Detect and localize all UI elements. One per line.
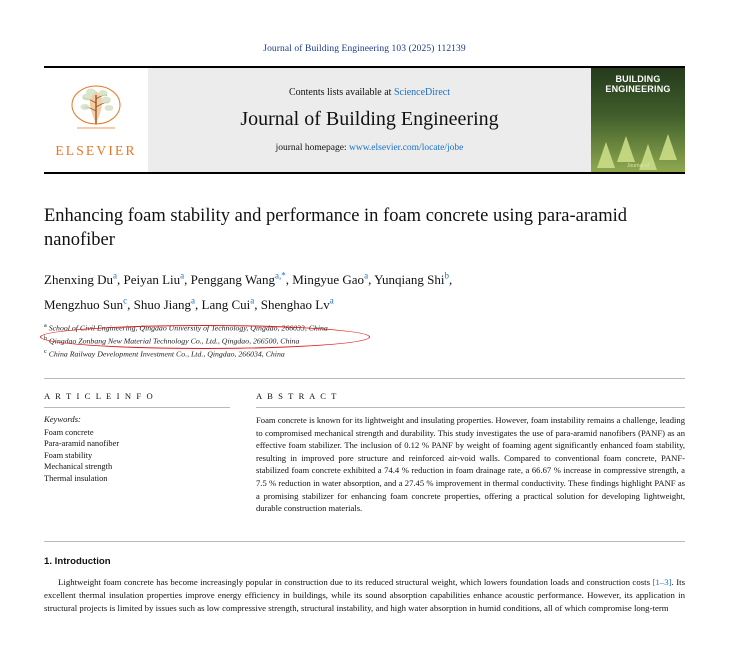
intro-text-part2: . Its excellent thermal insulation properties improve energy efficiency in buildings, while its sound absorption capabilities enhance acoustic performance. However, its application in structural projects is limited by issues such as low compressive strength, structural instability, and high water absorption in humid conditions, all of which compromise long-term [44, 576, 685, 614]
author-item: Shuo Jiang$^a$, [133, 295, 202, 312]
publisher-name: ELSEVIER [55, 143, 137, 158]
affiliation-marker: a [44, 321, 47, 329]
affiliation-list [44, 321, 685, 360]
cover-title [591, 74, 685, 94]
author-item: Mingyue Gao$^a$, [292, 271, 375, 288]
journal-cover-thumbnail [591, 68, 685, 172]
author-item: Zhenxing Du$^a$, [44, 271, 124, 288]
publisher-logo [44, 68, 148, 172]
abstract-column [256, 391, 685, 515]
cover-title-line2: ENGINEERING [605, 84, 671, 94]
keyword-item: Foam concrete [44, 427, 94, 437]
journal-masthead [44, 66, 685, 174]
affiliation-c [44, 347, 685, 360]
author-name: Shenghao Lv [260, 296, 330, 312]
keywords-list [44, 427, 230, 485]
citation-link[interactable]: [1–3] [652, 576, 672, 587]
affiliation-b [44, 334, 685, 347]
author-item: Lang Cui$^a$, [201, 295, 261, 312]
author-list [44, 266, 685, 315]
abstract-text: Foam concrete is known for its lightweight and insulating properties. However, foam instability remains a challenge, leading to compromised mechanical strength and durability. This study investigates the use of para-aramid nanofibers (PANF) as an effective foam stabilizer. The inclusion of 0.12 % PANF by weight of foaming agent significantly enhanced foam stability, resulting in improved pore structure and reinforced air-void walls. Compared to conventional foam concrete, PANF-stabilized foam concrete exhibited a 74.4 % reduction in foam drainage rate, a 66.67 % increase in compressive strength, a 7.5 % reduction in water absorption, and a 27.45 % improvement in thermal conductivity. These findings highlight PANF as a promising stabilizer for enhancing foam concrete properties, offering a practical solution for developing lightweight, durable construction materials. [256, 414, 685, 514]
affiliation-text: School of Civil Engineering, Qingdao University of Technology, Qingdao, 266033, China [48, 323, 328, 333]
homepage-line [276, 143, 464, 153]
masthead-center [148, 68, 591, 172]
author-name: Yunqiang Shi [374, 272, 445, 288]
introduction-section [44, 541, 685, 616]
introduction-heading: 1. Introduction [44, 555, 111, 567]
keyword-item: Thermal insulation [44, 473, 108, 483]
author-affil-marker: a [180, 271, 185, 281]
keyword-item: Foam stability [44, 450, 93, 460]
sciencedirect-link[interactable]: ScienceDirect [393, 87, 451, 98]
author-name: Penggang Wang [190, 272, 275, 288]
author-name: Shuo Jiang [133, 296, 192, 312]
elsevier-tree-icon [63, 83, 129, 141]
author-item: Mengzhuo Sun$^c$, [44, 295, 134, 312]
author-item [261, 297, 334, 312]
author-item: Penggang Wang$^{a,*}$, [190, 271, 293, 288]
info-abstract-block [44, 391, 685, 515]
keyword-item: Para-aramid nanofiber [44, 439, 120, 449]
author-item: Yunqiang Shi$^b$, [374, 271, 453, 288]
keywords-label: Keywords: [44, 413, 81, 424]
affiliation-text: China Railway Development Investment Co., Ltd., Qingdao, 266034, China [48, 349, 285, 359]
cover-subtitle: Journal of [627, 163, 649, 169]
author-affil-marker: a [364, 271, 369, 281]
author-affil-marker: a,* [274, 271, 286, 281]
author-affil-marker: a [329, 295, 334, 306]
author-name: Lang Cui [201, 296, 251, 312]
abstract-heading: A B S T R A C T [256, 391, 685, 408]
article-info-heading: A R T I C L E I N F O [44, 391, 230, 408]
cover-title-line1: BUILDING [615, 74, 661, 84]
introduction-paragraph [44, 576, 685, 616]
affiliation-a [44, 321, 685, 334]
affiliation-text: Qingdao Zonbang New Material Technology Co., Ltd., Qingdao, 266500, China [49, 336, 300, 346]
cover-tree-icon-2 [617, 136, 635, 162]
contents-prefix: Contents lists available at [288, 87, 392, 98]
author-name: Peiyan Liu [123, 272, 181, 288]
journal-title: Journal of Building Engineering [240, 108, 499, 130]
author-affil-marker: a [112, 271, 117, 281]
author-affil-marker: b [444, 271, 450, 281]
page-title: Enhancing foam stability and performance in foam concrete using para-aramid nanofiber [44, 206, 628, 250]
author-affil-marker: c [123, 295, 128, 306]
keyword-item: Mechanical strength [44, 462, 113, 472]
affiliation-marker: b [44, 334, 48, 342]
cover-tree-icon-4 [659, 134, 677, 160]
page-bottom-edge [0, 644, 729, 654]
journal-running-head: Journal of Building Engineering 103 (2025) 112139 [263, 44, 466, 54]
article-info-column [44, 391, 230, 515]
author-item: Peiyan Liu$^a$, [123, 271, 191, 288]
divider-rule [44, 378, 685, 379]
author-name: Zhenxing Du [44, 272, 113, 288]
journal-homepage-link[interactable]: www.elsevier.com/locate/jobe [348, 143, 464, 153]
intro-text-part1: Lightweight foam concrete has become increasingly popular in construction due to its reduced structural weight, which lowers foundation loads and construction costs [58, 576, 653, 587]
author-affil-marker: a [191, 295, 196, 306]
author-affil-marker: a [250, 295, 255, 306]
article-head [44, 204, 685, 360]
affiliation-marker: c [44, 347, 47, 355]
contents-line [289, 87, 450, 98]
author-name: Mingyue Gao [292, 272, 365, 288]
homepage-prefix: journal homepage: [275, 143, 347, 153]
author-name: Mengzhuo Sun [44, 296, 124, 312]
